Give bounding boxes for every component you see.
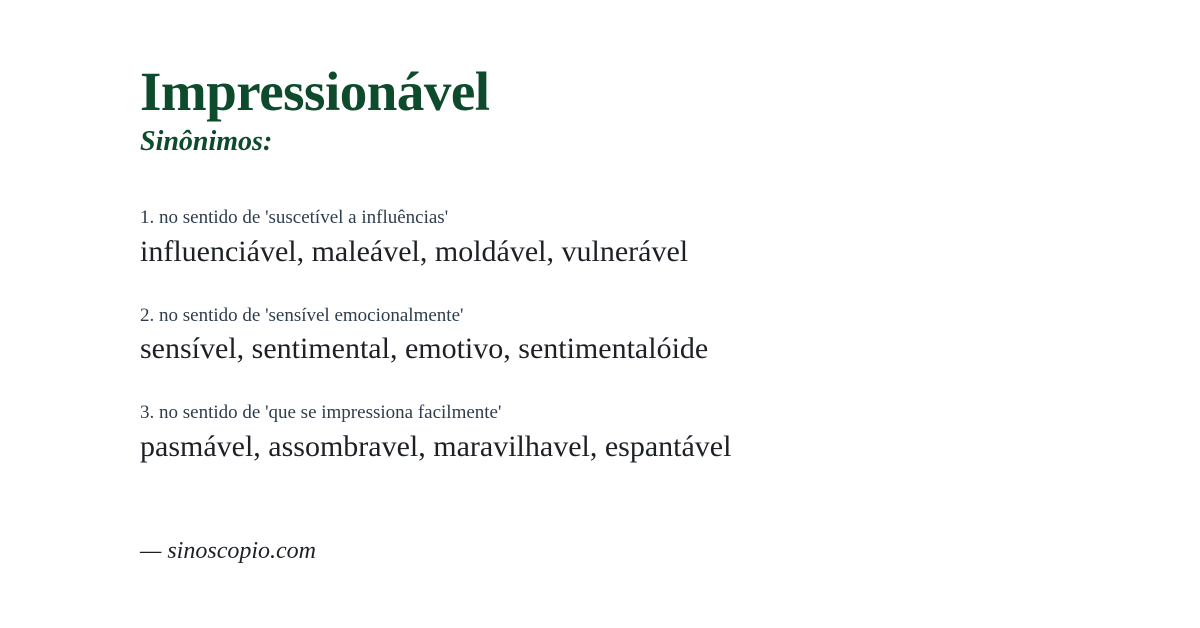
sense-label: 1. no sentido de 'suscetível a influências' — [140, 207, 449, 228]
sense-list — [140, 206, 1140, 466]
sense-synonyms: pasmável, assombravel, maravilhavel, espantável — [140, 430, 732, 464]
word-title: Impressionável — [140, 61, 490, 122]
sense-label: 2. no sentido de 'sensível emocionalmente' — [140, 304, 464, 326]
attribution: — sinoscopio.com — [140, 538, 316, 565]
sense-synonyms: influenciável, maleável, moldável, vulnerável — [140, 234, 689, 268]
synonyms-card — [140, 61, 1140, 565]
synonyms-heading: Sinônimos: — [140, 126, 273, 157]
sense-entry — [140, 206, 1140, 271]
sense-label: 3. no sentido de 'que se impressiona facilmente' — [140, 402, 502, 424]
sense-entry — [140, 401, 1140, 466]
sense-entry — [140, 304, 1140, 369]
sense-synonyms: sensível, sentimental, emotivo, sentimentalóide — [140, 332, 709, 366]
